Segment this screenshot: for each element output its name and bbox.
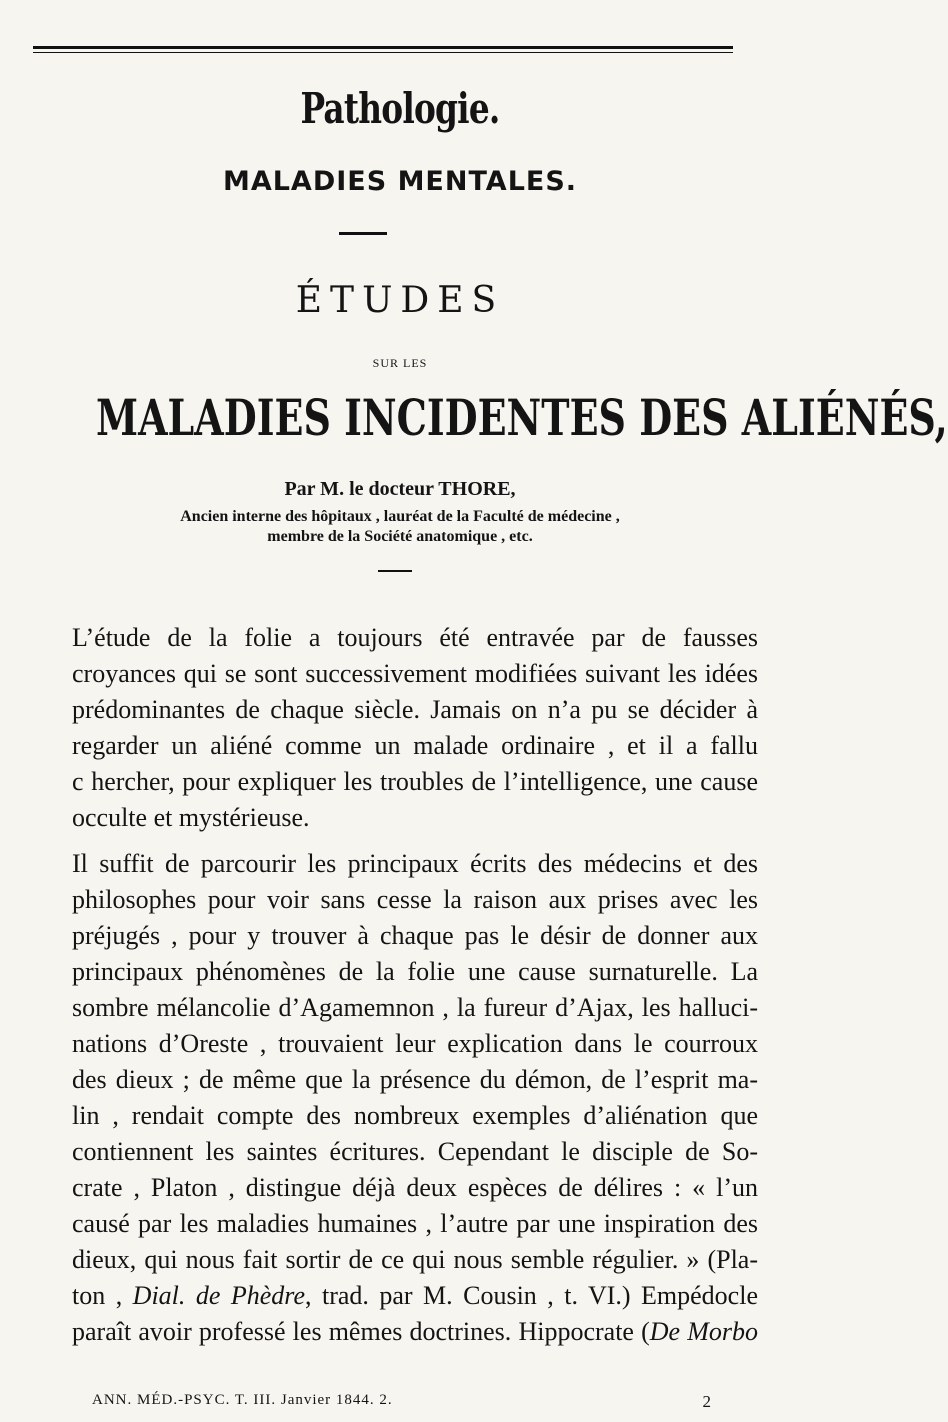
running-footer: ANN. MÉD.-PSYC. T. III. Janvier 1844. 2. bbox=[92, 1392, 393, 1408]
article-preposition: SUR LES bbox=[372, 356, 428, 370]
italic-title: De Morbo bbox=[649, 1317, 759, 1346]
text-line: prédominantes de chaque siècle. Jamais on n’a pu se décider à bbox=[72, 695, 758, 724]
text-line: occulte et mystérieuse. bbox=[72, 803, 310, 832]
article-body bbox=[72, 620, 758, 1356]
paragraph-2 bbox=[72, 846, 758, 1350]
text-line: regarder un aliéné comme un malade ordinaire , et il a fallu bbox=[72, 731, 758, 760]
paragraph-1 bbox=[72, 620, 758, 836]
text-line: des dieux ; de même que la présence du démon, de l’esprit ma- bbox=[72, 1065, 758, 1094]
text-segment: ton , bbox=[72, 1281, 133, 1310]
text-line: lin , rendait compte des nombreux exemples d’aliénation que bbox=[72, 1101, 758, 1130]
page-number: 2 bbox=[702, 1392, 712, 1411]
text-segment: , trad. par M. Cousin , t. VI.) Empédocle bbox=[305, 1281, 758, 1310]
section-title: Pathologie. bbox=[300, 84, 500, 133]
text-line: crate , Platon , distingue déjà deux espèces de délires : « l’un bbox=[72, 1173, 758, 1202]
article-title: MALADIES INCIDENTES DES ALIÉNÉS, bbox=[96, 388, 948, 447]
article-author: Par M. le docteur THORE, bbox=[284, 478, 516, 500]
page-footer bbox=[92, 1392, 712, 1409]
text-line: contiennent les saintes écritures. Cependant le disciple de So- bbox=[72, 1137, 758, 1166]
text-line: nations d’Oreste , trouvaient leur explication dans le courroux bbox=[72, 1029, 758, 1058]
text-line: philosophes pour voir sans cesse la raison aux prises avec les bbox=[72, 885, 758, 914]
header-rule bbox=[33, 46, 733, 49]
text-line: causé par les maladies humaines , l’autre par une inspiration des bbox=[72, 1209, 758, 1238]
text-line bbox=[72, 1278, 758, 1314]
text-line: Il suffit de parcourir les principaux écrits des médecins et des bbox=[72, 849, 758, 878]
text-line: c hercher, pour expliquer les troubles de l’intelligence, une cause bbox=[72, 767, 758, 796]
header-rule-thin bbox=[33, 52, 733, 53]
text-segment: paraît avoir professé les mêmes doctrines. Hippocrate ( bbox=[72, 1317, 650, 1346]
separator-rule bbox=[339, 232, 387, 235]
article-kicker: ÉTUDES bbox=[295, 280, 505, 321]
text-line: sombre mélancolie d’Agamemnon , la fureur d’Ajax, les halluci- bbox=[72, 993, 758, 1022]
text-line bbox=[72, 1314, 758, 1350]
text-line: dieux, qui nous fait sortir de ce qui nous semble régulier. » (Pla- bbox=[72, 1245, 758, 1274]
author-credentials-line-2: membre de la Société anatomique , etc. bbox=[267, 528, 533, 545]
text-line: croyances qui se sont successivement modifiées suivant les idées bbox=[72, 659, 758, 688]
text-line: L’étude de la folie a toujours été entravée par de fausses bbox=[72, 623, 758, 652]
italic-title: Dial. de Phèdre bbox=[132, 1281, 305, 1310]
text-line: principaux phénomènes de la folie une cause surnaturelle. La bbox=[72, 957, 758, 986]
author-credentials-line-1: Ancien interne des hôpitaux , lauréat de la Faculté de médecine , bbox=[180, 508, 620, 525]
text-line: préjugés , pour y trouver à chaque pas le désir de donner aux bbox=[72, 921, 758, 950]
separator-dash bbox=[378, 570, 412, 572]
section-subtitle: MALADIES MENTALES. bbox=[222, 166, 578, 197]
